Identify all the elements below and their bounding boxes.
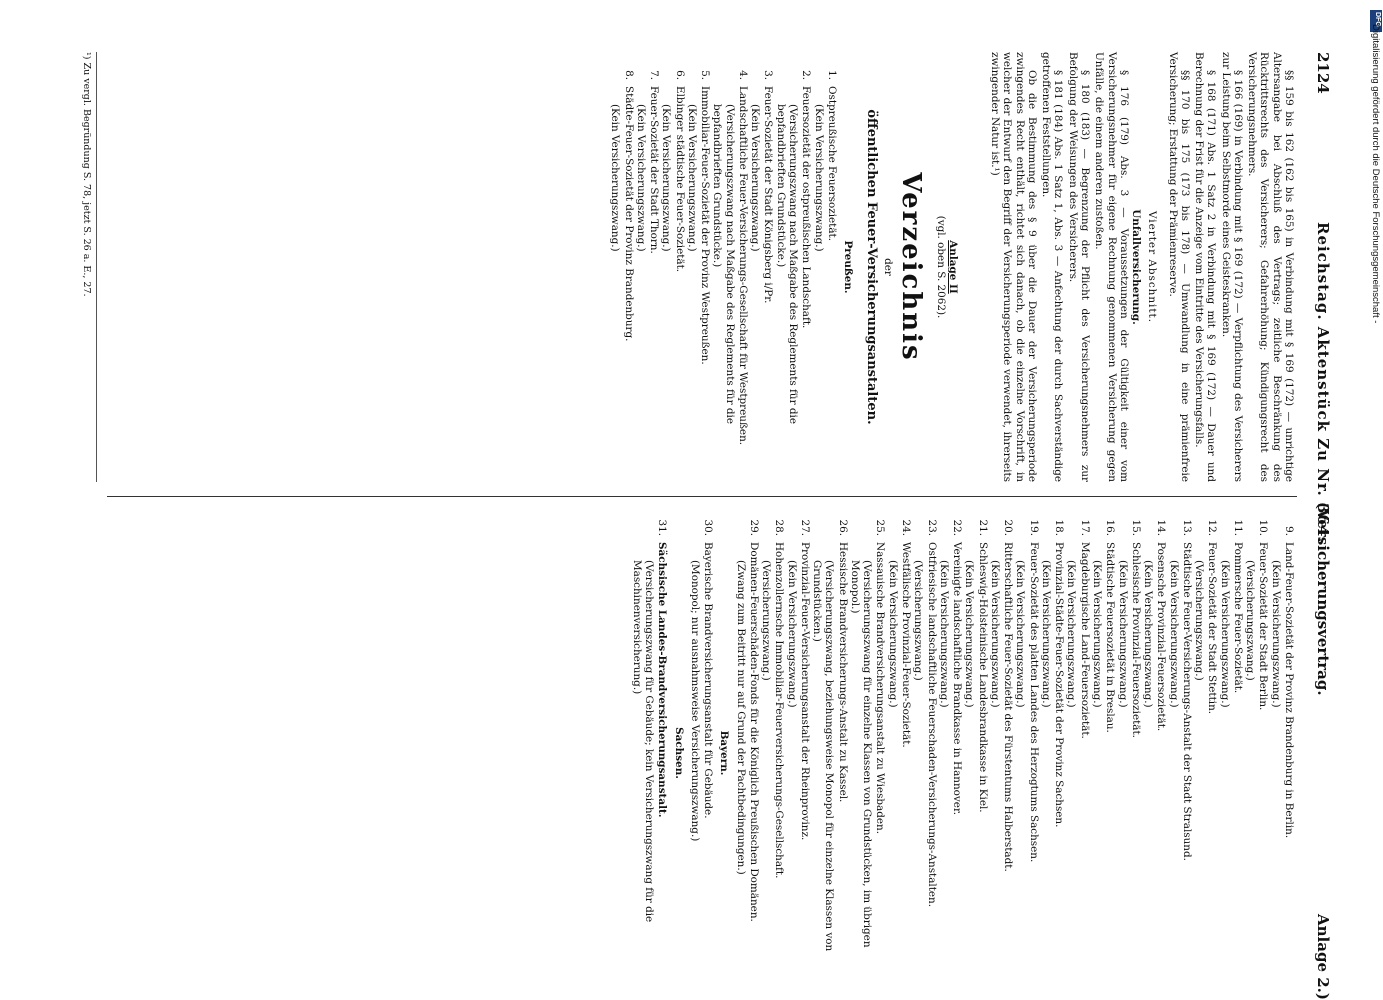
list-item [1130,508,1142,998]
entry-text: Ostfriesische landschaftliche Feuerschaden-Versicherungs-Anstalten. [925,542,938,908]
list-item [1002,508,1014,998]
list-item [1053,508,1065,998]
list-item [1206,508,1218,998]
list-item [799,508,811,998]
entry-text: Vereinigte landschaftliche Brandkasse in Hannover. [951,542,964,816]
entry-number: 1. [825,70,838,80]
entry-note: (Kein Versicherungszwang.) [609,104,622,252]
entry-number: 20. [1002,519,1015,536]
entry-note: (Kein Versicherungszwang.) [749,104,762,252]
entry-text: Städtische Feuer-Versicherungs-Anstalt der Stadt Stralsund. [1180,542,1193,861]
region-heading: Preußen. [842,240,855,294]
digitization-credit [1369,12,1383,988]
list-item [874,508,886,998]
entry-text: Magdeburgische Land-Feuersozietät. [1078,542,1091,739]
entry-number: 7. [648,70,661,80]
entry-note: (Kein Versicherungszwang.) [1039,560,1052,708]
entry-number: 10. [1257,519,1270,536]
entry-note: (Kein Versicherungszwang.) [937,560,950,708]
entry-text: Sächsische Landes-Brandversicherungsanstalt. [656,542,669,818]
list-item [1232,508,1244,998]
entry-number: 24. [900,519,913,536]
entry-text: Feuersozietät der ostpreußischen Landschaft. [800,86,813,329]
paragraph: § 176 (179) Abs. 3 — Voraussetzungen der Gültigkeit einer vom Versicherungsnehmer für eigene Rechnung genommenen Versicherung gegen Unfälle, die einem anderen zustoßen. [1093,52,1130,482]
region-heading-sachsen: Sachsen. [672,727,685,779]
entry-note: (Kein Versicherungszwang.) [1091,560,1104,708]
list-item [826,52,838,482]
entry-list [609,52,838,482]
entry-number: 5. [699,70,712,80]
section-heading: Vierter Abschnitt. [1146,210,1159,324]
entry-list [734,508,1295,998]
entry-note: (Kein Versicherungszwang.) [1167,560,1180,708]
entry-number: 9. [1283,526,1295,536]
entry-note: (Versicherungszwang für Gebäude; kein Versicherungszwang für die Maschinenversicherung.) [630,560,655,923]
entry-note: (Versicherungszwang.) [912,560,925,681]
entry-number: 4. [736,70,749,80]
list-item [748,508,760,998]
entry-note: (Versicherungszwang.) [760,560,773,681]
list-item [976,508,988,998]
entry-text: Pommersche Feuer-Sozietät. [1231,542,1244,694]
entry-number: 30. [702,519,715,536]
entry-text: Provinzial-Städte-Feuer-Sozietät der Provinz Sachsen. [1053,542,1066,828]
list-item [656,508,668,998]
entry-note: (Kein Versicherungszwang.) [886,560,899,708]
list-item [1257,508,1269,998]
list-item [925,508,937,998]
list-item [1078,508,1090,998]
entry-number: 2. [800,70,813,80]
entry-text: Immobiliar-Feuer-Sozietät der Provinz Westpreußen. [699,86,712,365]
entry-number: 8. [622,70,635,80]
paragraph: §§ 159 bis 162 (162 bis 165) in Verbindung mit § 169 (172) — unrichtige Altersangabe bei Abschluß des Vertrags; zeitliche Beschränkung des Rücktrittsrechts des Versicherers; Gefahrerhöhung; Kündigungsrecht des Versicherungsnehmers. [1246,52,1295,482]
list-item [699,52,711,482]
entry-text: Städtische Feuersozietät in Breslau. [1104,542,1117,733]
entry-note: (Kein Versicherungszwang.) [1116,560,1129,708]
entry-note: (Versicherungszwang nach Maßgabe des Reglements für die bepfandbrieften Grundstücke.) [711,104,736,424]
paragraph: § 181 (184) Abs. 1 Satz 1, Abs. 3 — Anfechtung der durch Sachverständige getroffenen Feststellungen. [1040,52,1065,482]
entry-note: (Kein Versicherungszwang.) [988,560,1001,708]
entry-text: Feuer-Sozietät der Stadt Berlin. [1257,542,1270,711]
paragraph: Ob die Bestimmung des § 9 über die Dauer der Versicherungsperiode zwingendes Recht enthält, richtet sich danach, ob die einzelne Vorschrift, in welcher der Entwurf den Begriff der Versicherungsperiode verwendet, ihrerseits zwingender Natur ist.¹) [989,52,1038,482]
entry-number: 19. [1027,519,1040,536]
section-subheading: Unfallversicherung. [1130,209,1143,325]
entry-note: (Versicherungszwang.) [1193,560,1206,681]
entry-note: (Kein Versicherungszwang.) [1269,560,1282,708]
document-subtitle: öffentlichen Feuer-Versicherungsanstalten. [864,109,880,425]
entry-number: 31. [656,519,669,536]
entry-number: 13. [1180,519,1193,536]
entry-number: 21. [976,519,989,536]
entry-number: 11. [1231,519,1244,536]
anlage-label: Anlage II [946,240,959,294]
entry-text: Schlesische Provinzial-Feuersozietät. [1129,542,1142,738]
credit-text: Digitalisierung gefördert durch die Deutsche Forschungsgemeinschaft - [1370,24,1381,324]
entry-text: Land-Feuer-Sozietät der Provinz Brandenburg in Berlin. [1283,542,1295,839]
entry-text: Posensche Provinzial-Feuersozietät. [1155,542,1168,732]
entry-note: (Kein Versicherungszwang.) [1014,560,1027,708]
entry-note: (Kein Versicherungszwang.) [1142,560,1155,708]
page-number: 2124 [1314,52,1332,94]
entry-text: Domänen-Feuerschäden-Fonds für die Königlich Preußischen Domänen. [747,542,760,922]
rotated-page [45,52,1335,1000]
entry-number: 26. [836,519,849,536]
entry-note: (Kein Versicherungszwang.) [1218,560,1231,708]
dfg-logo: DFG [1370,10,1382,32]
paragraph: § 180 (183) — Begrenzung der Pflicht des Versicherungsnehmers zur Befolgung der Weisungen des Versicherers. [1066,52,1092,482]
entry-text: Elbinger städtische Feuer-Sozietät. [673,86,686,273]
list-item [1283,508,1295,998]
entry-text: Ritterschaftliche Feuer-Sozietät des Fürstentums Halberstadt. [1002,542,1015,872]
entry-note: (Kein Versicherungszwang.) [963,560,976,708]
entry-text: Schleswig-Holsteinische Landesbrandkasse in Kiel. [976,542,989,813]
right-column [630,508,1295,998]
entry-note: (Kein Versicherungszwang.) [685,104,698,252]
header-right-title: (Versicherungsvertrag. [1314,502,1332,696]
paragraph: § 166 (169) in Verbindung mit § 169 (172) — Verpflichtung des Versicherers zur Leistung beim Selbstmorde eines Geisteskranken. [1219,52,1244,482]
entry-note: (Versicherungszwang für einzelne Klassen von Grundstücken, im übrigen Monopol.) [848,560,874,948]
entry-number: 27. [798,519,811,536]
entry-number: 3. [762,70,775,80]
list-item [773,508,785,998]
entry-text: Feuer-Sozietät der Stadt Stettin. [1206,542,1219,715]
document-title: Verzeichnis [896,172,927,362]
left-column [609,52,1295,482]
entry-note: (Versicherungszwang, beziehungsweise Monopol für einzelne Klassen von Grundstücken.) [811,560,836,952]
entry-text: Provinzial-Feuer-Versicherungsanstalt der Rheinprovinz. [798,542,811,841]
column-divider [107,496,1297,497]
paragraph: §§ 170 bis 175 (173 bis 178) — Umwandlung in eine prämienfreie Versicherung; Erstattung der Prämienreserve. [1166,52,1191,482]
list-item [1155,508,1167,998]
entry-number: 6. [673,70,686,80]
list-item [648,52,660,482]
paragraph: § 168 (171) Abs. 1 Satz 2 in Verbindung mit § 169 (172) — Dauer und Berechnung der Frist für die Anzeige vom Eintritte des Versicherungsfalls. [1193,52,1218,482]
entry-note: (Kein Versicherungszwang.) [634,104,647,252]
entry-text: Hohenzollernsche Immobiliar-Feuerversicherungs-Gesellschaft. [773,542,786,879]
region-heading-bayern: Bayern. [718,730,731,776]
entry-text: Feuer-Sozietät der Stadt Thorn. [648,86,661,254]
entry-number: 15. [1129,519,1142,536]
entry-text: Feuer-Sozietät der Stadt Königsberg i/Pr. [762,86,775,304]
entry-number: 28. [773,519,786,536]
anlage-ref: (vgl. oben S. 2062). [934,215,947,319]
list-item [1181,508,1193,998]
header-anlage: Anlage 2.) [1314,914,1332,1000]
list-item [673,52,685,482]
entry-text: Landschaftliche Feuer-Versicherungs-Gesellschaft für Westpreußen. [736,86,749,446]
list-item [800,52,812,482]
list-item [622,52,634,482]
entry-text: Hessische Brandversicherungs-Anstalt zu Kassel. [836,542,849,803]
entry-note: (Kein Versicherungszwang.) [660,104,673,252]
running-header [1305,52,1335,1000]
entry-note: (Kein Versicherungszwang.) [1065,560,1078,708]
entry-note: (Zwang zum Beitritt nur auf Grund der Pachtbedingungen.) [734,560,747,875]
entry-number: 29. [747,519,760,536]
entry-number: 23. [925,519,938,536]
entry-text: Bayerische Brandversicherungsanstalt für Gebäude. [702,542,715,819]
entry-number: 16. [1104,519,1117,536]
entry-number: 22. [951,519,964,536]
list-item [900,508,912,998]
list-item [836,508,848,998]
entry-text: Ostpreußische Feuersozietät. [825,86,838,242]
list-item [737,52,749,482]
list-item [1027,508,1039,998]
entry-text: Nassauische Brandversicherungsanstalt zu Wiesbaden. [874,542,887,835]
list-item [702,508,714,998]
entry-number: 12. [1206,519,1219,536]
entry-text: Feuer-Sozietät des platten Landes des Herzogtums Sachsen. [1027,542,1040,863]
footnote: ¹) Zu vergl. Begründung S. 78, jetzt S. 26 a. E., 27. [81,52,97,482]
entry-note: (Kein Versicherungszwang.) [785,560,798,708]
entry-number: 18. [1053,519,1066,536]
entry-number: 14. [1155,519,1168,536]
list-item [1104,508,1116,998]
list-item [951,508,963,998]
entry-note: (Kein Versicherungszwang.) [812,104,825,252]
title-der: der [881,258,894,276]
list-item [762,52,774,482]
header-left-title: Reichstag. Aktenstück Zu Nr. 364. [1314,222,1332,544]
entry-number: 17. [1078,519,1091,536]
entry-text: Städte-Feuer-Sozietät der Provinz Brandenburg. [622,86,635,342]
entry-note: (Versicherungszwang nach Maßgabe des Reglements für die bepfandbrieften Grundstücke.) [774,104,800,424]
entry-note: (Versicherungszwang.) [1244,560,1257,681]
entry-text: Westfälische Provinzial-Feuer-Sozietät. [900,542,913,748]
entry-note: (Monopol; nur ausnahmsweise Versicherungszwang.) [688,560,701,842]
entry-number: 25. [874,519,887,536]
